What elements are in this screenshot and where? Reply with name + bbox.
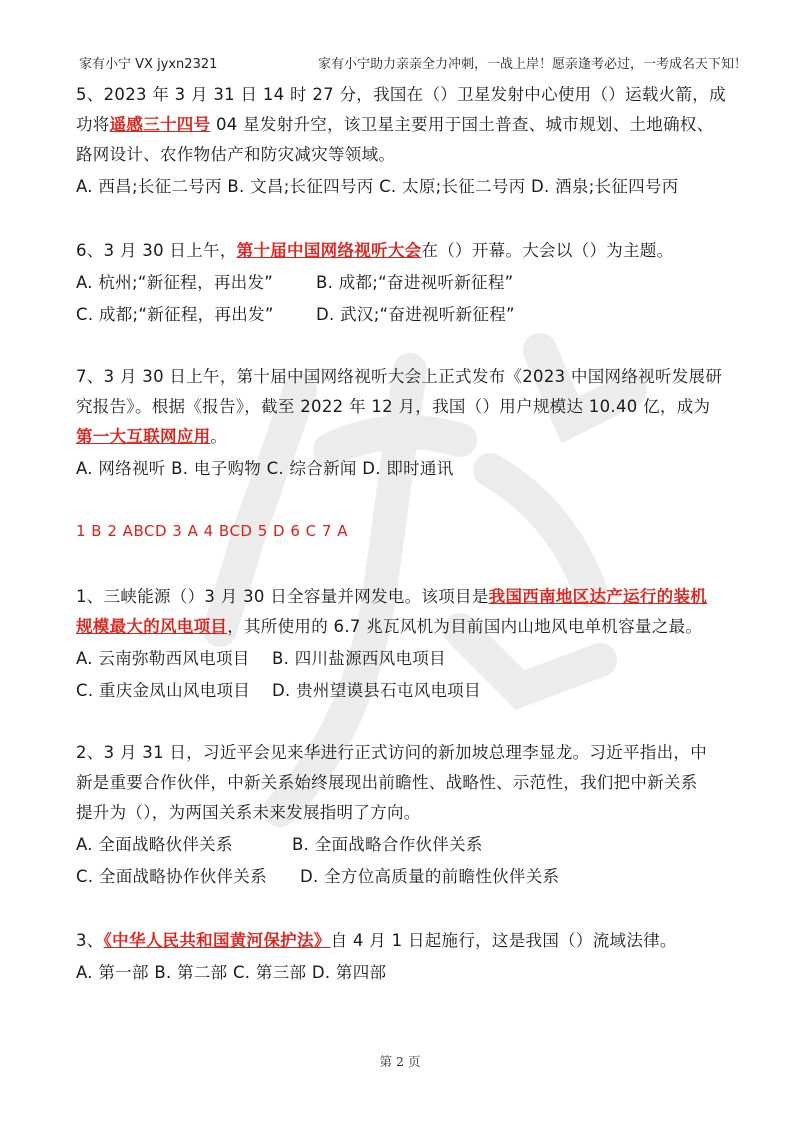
n2-line3: 提升为（），为两国关系未来发展指明了方向。 [76, 803, 421, 822]
n3-options: A. 第一部 B. 第二部 C. 第三部 D. 第四部 [76, 963, 387, 982]
q7-line3-post: 。 [210, 427, 228, 446]
question-n2 [76, 738, 728, 892]
n2-option-b: B. 全面战略合作伙伴关系 [292, 835, 483, 854]
n1-option-d: D. 贵州望谟县石屯风电项目 [272, 681, 481, 700]
q6-option-c: C. 成都;“新征程，再出发” [76, 305, 274, 324]
question-n1 [76, 582, 728, 706]
n1-line2-post: ，其所使用的 6.7 兆瓦风机为目前国内山地风电单机容量之最。 [227, 617, 703, 636]
n2-option-a: A. 全面战略伙伴关系 [76, 835, 233, 854]
question-5 [76, 80, 728, 202]
n1-line1 [76, 582, 728, 612]
q6-post: 在（）开幕。大会以（）为主题。 [421, 241, 674, 260]
n1-option-c: C. 重庆金凤山风电项目 [76, 681, 251, 700]
q6-option-b: B. 成都;“奋进视听新征程” [316, 273, 514, 292]
q5-highlight: 遥感三十四号 [109, 115, 211, 134]
n1-highlight-2: 规模最大的风电项目 [76, 617, 228, 636]
q5-line2-post: 04 星发射升空，该卫星主要用于国土普查、城市规划、土地确权、 [210, 115, 714, 134]
q6-stem [76, 236, 728, 266]
n1-option-a: A. 云南弥勒西风电项目 [76, 649, 250, 668]
n1-option-b: B. 四川盐源西风电项目 [272, 649, 446, 668]
page-number: 第 2 页 [379, 1054, 421, 1069]
q7-options: A. 网络视听 B. 电子购物 C. 综合新闻 D. 即时通讯 [76, 459, 454, 478]
question-6 [76, 236, 728, 330]
q6-option-d: D. 武汉;“奋进视听新征程” [316, 305, 515, 324]
n3-pre: 3、 [76, 931, 104, 950]
n3-post: 自 4 月 1 日起施行，这是我国（）流域法律。 [330, 931, 677, 950]
q6-option-a: A. 杭州;“新征程，再出发” [76, 273, 274, 292]
n1-options-row1 [76, 644, 728, 674]
q5-line1: 5、2023 年 3 月 31 日 14 时 27 分，我国在（）卫星发射中心使用（）运载火箭，成 [76, 85, 726, 104]
n3-highlight: 《中华人民共和国黄河保护法》 [103, 931, 331, 950]
q6-options-row2 [76, 300, 728, 330]
n3-stem [76, 926, 728, 956]
n1-line1-pre: 1、三峡能源（）3 月 30 日全容量并网发电。该项目是 [76, 587, 489, 606]
n2-options-row2 [76, 862, 728, 892]
n1-options-row2 [76, 676, 728, 706]
q6-pre: 6、3 月 30 日上午， [76, 241, 237, 260]
q5-options: A. 西昌;长征二号丙 B. 文昌;长征四号丙 C. 太原;长征二号丙 D. 酒泉;长征四号丙 [76, 177, 679, 196]
q7-highlight: 第一大互联网应用 [76, 427, 211, 446]
question-n3 [76, 926, 728, 988]
q7-line2: 究报告》。根据《报告》，截至 2022 年 12 月，我国（）用户规模达 10.40 亿，成为 [76, 397, 711, 416]
q5-line3: 路网设计、农作物估产和防灾减灾等领域。 [76, 145, 396, 164]
n1-line2 [76, 612, 728, 642]
question-7 [76, 362, 728, 484]
q5-line2 [76, 110, 728, 140]
n2-line1: 2、3 月 31 日，习近平会见来华进行正式访问的新加坡总理李显龙。习近平指出，中 [76, 743, 708, 762]
n2-option-d: D. 全方位高质量的前瞻性伙伴关系 [300, 867, 560, 886]
n2-line2: 新是重要合作伙伴，中新关系始终展现出前瞻性、战略性、示范性，我们把中新关系 [76, 773, 698, 792]
header-left-text: 家有小宁 VX jyxn2321 [79, 57, 218, 72]
answer-key: 1 B 2 ABCD 3 A 4 BCD 5 D 6 C 7 A [76, 522, 348, 540]
q7-line3 [76, 422, 728, 452]
q6-highlight: 第十届中国网络视听大会 [236, 241, 422, 260]
n2-option-c: C. 全面战略协作伙伴关系 [76, 867, 267, 886]
q6-options-row1 [76, 268, 728, 298]
n1-highlight-1: 我国西南地区达产运行的装机 [488, 587, 708, 606]
q7-line1: 7、3 月 30 日上午，第十届中国网络视听大会上正式发布《2023 中国网络视听发展研 [76, 367, 723, 386]
q5-line2-pre: 功将 [76, 115, 110, 134]
n2-options-row1 [76, 830, 728, 860]
header-right-text: 家有小宁助力亲亲全力冲刺，一战上岸！愿亲逢考必过，一考成名天下知！ [318, 57, 748, 72]
